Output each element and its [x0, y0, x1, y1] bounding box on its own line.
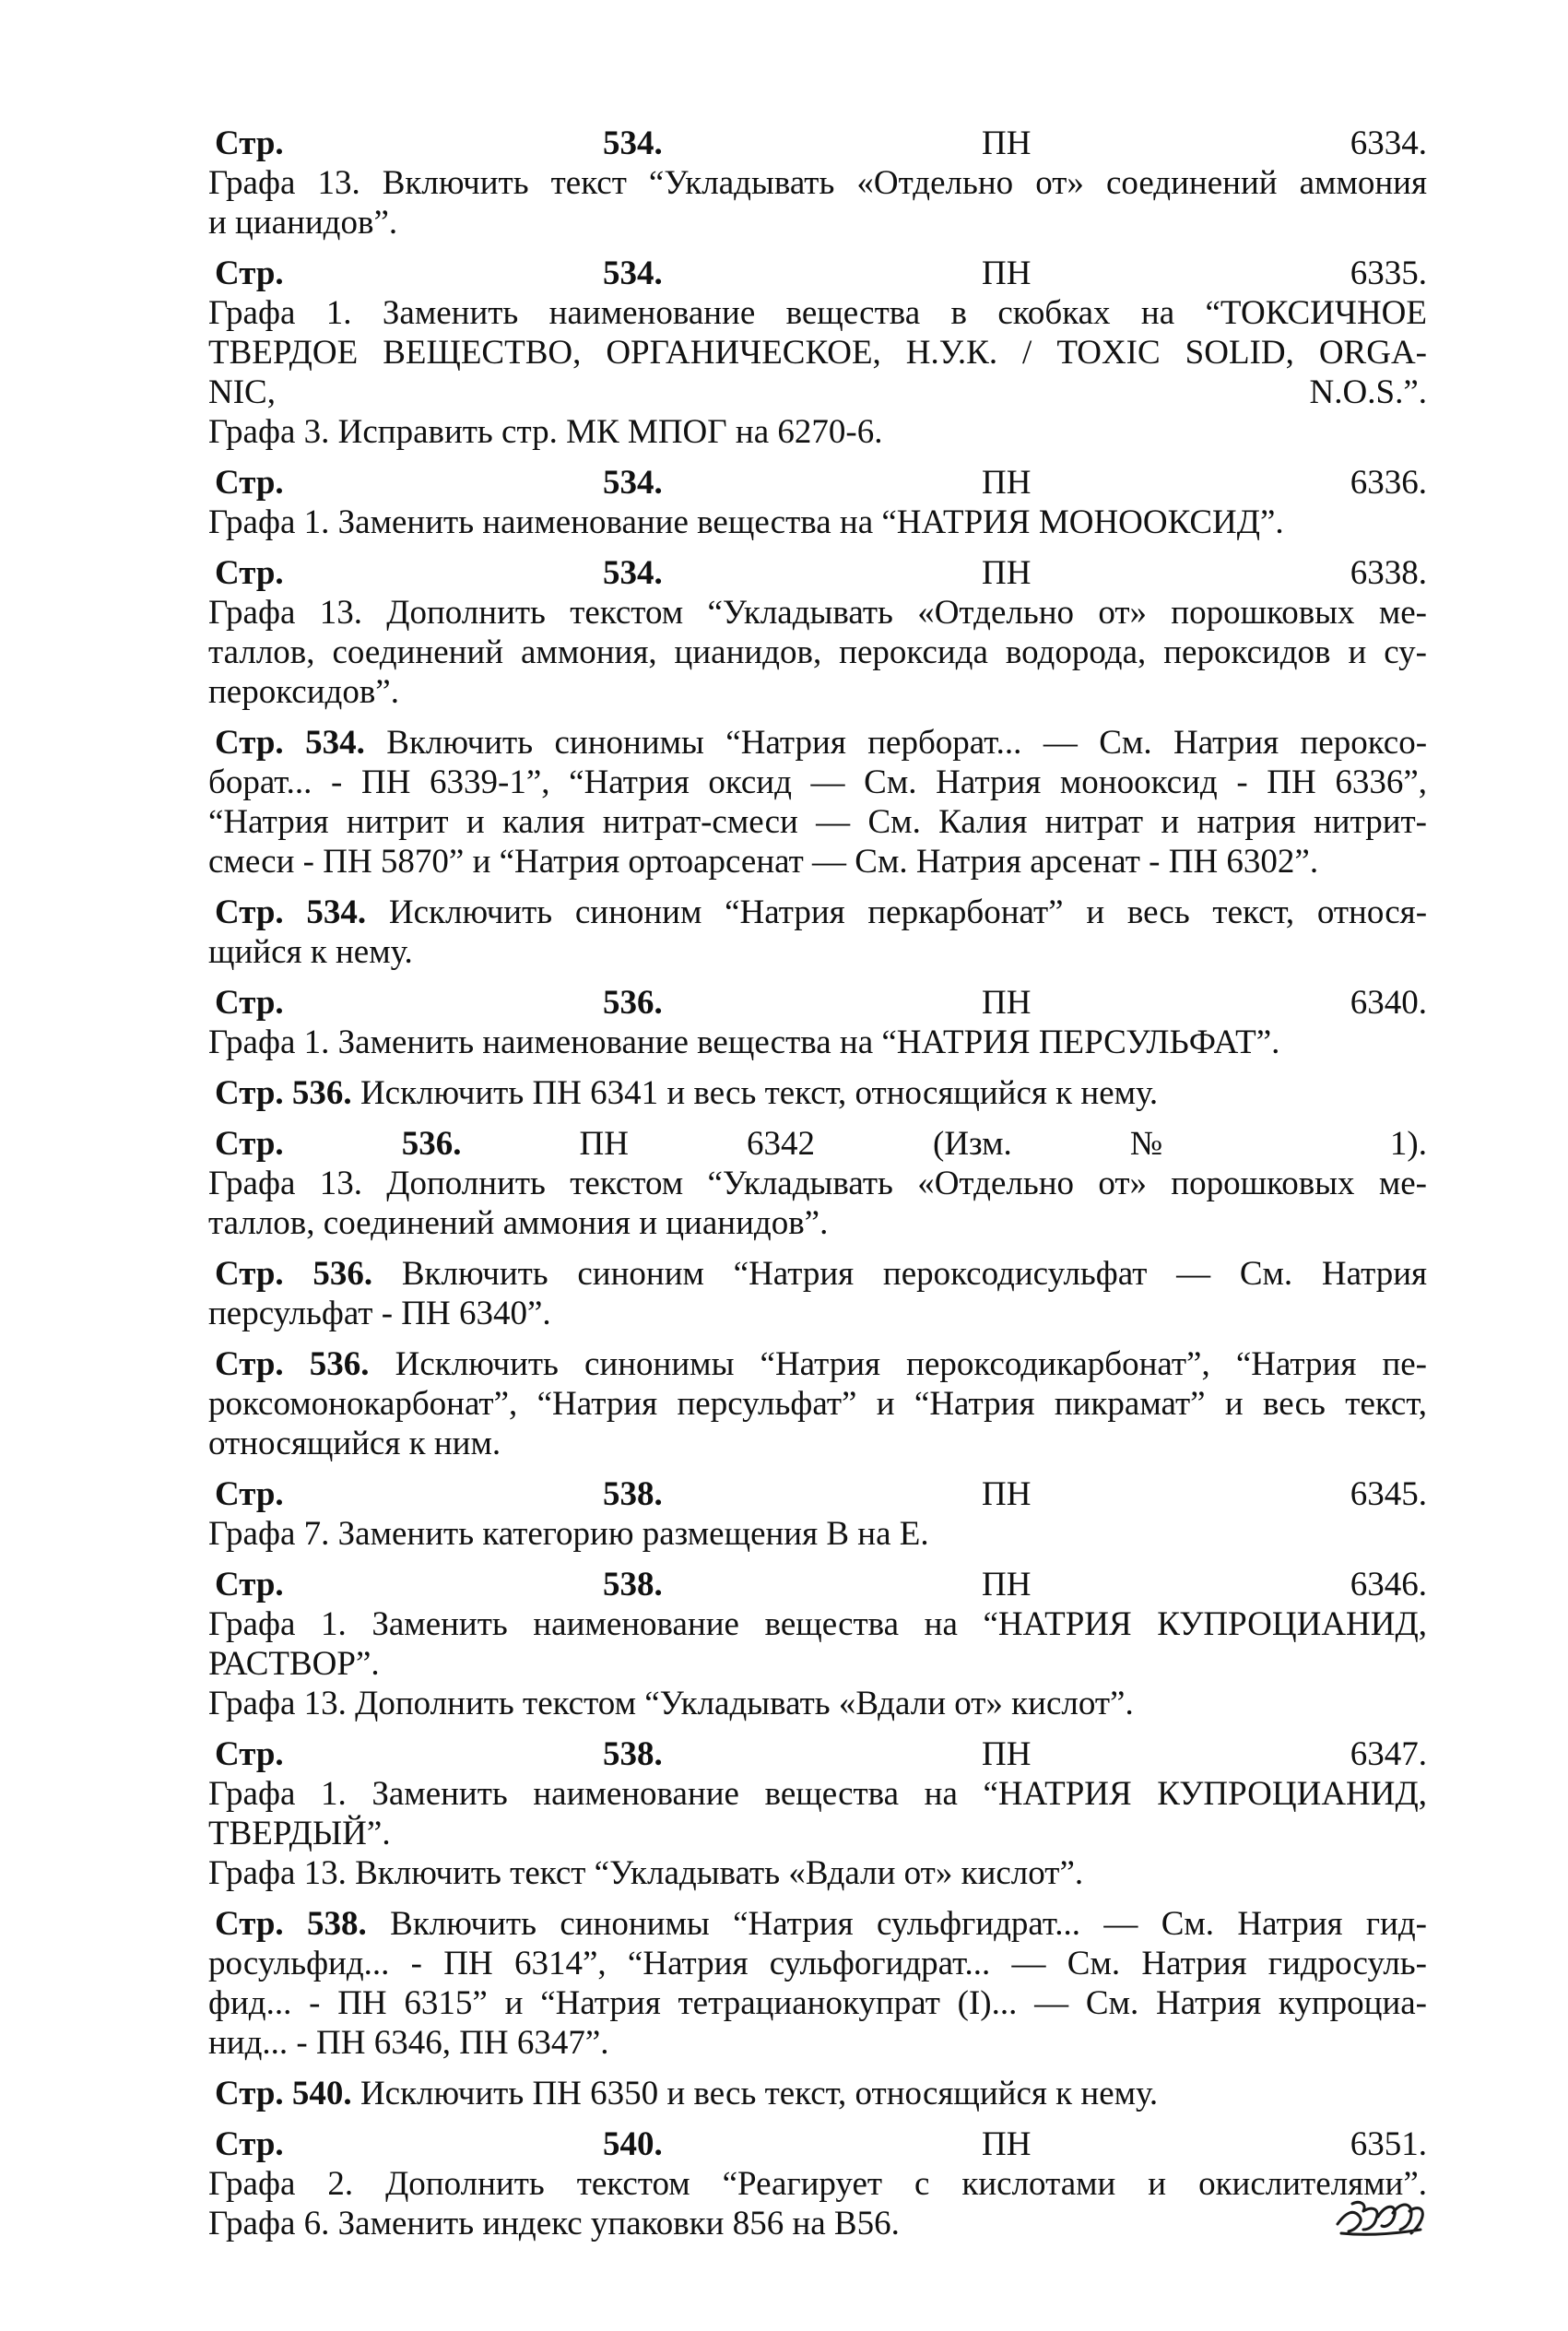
amendment-text: роксомонокарбонат”, “Натрия персульфат” и “Натрия пикрамат” и весь текст, — [208, 1385, 1427, 1423]
amendment-text: Графа 2. Дополнить текстом “Реагирует с кислотами и окислителями”. — [208, 2165, 1427, 2203]
amendment-entry — [208, 124, 1427, 243]
amendment-line — [208, 1424, 1427, 1463]
amendment-entry — [208, 1344, 1427, 1463]
page-reference: Стр. 538. — [215, 1905, 367, 1943]
amendment-first-line — [208, 1904, 1427, 1944]
amendment-line — [208, 932, 1427, 972]
amendment-first-line — [208, 893, 1427, 932]
amendment-entry — [208, 2124, 1427, 2243]
amendment-line — [208, 333, 1427, 373]
amendment-entry — [208, 1073, 1427, 1113]
amendment-line — [208, 1203, 1427, 1243]
amendment-entry — [208, 723, 1427, 882]
amendment-first-line — [208, 1474, 1427, 1514]
page-reference: Стр. 536. — [215, 1345, 370, 1383]
handwritten-signature — [1332, 2193, 1433, 2241]
amendment-text: росульфид... - ПН 6314”, “Натрия сульфогидрат... — См. Натрия гидросуль- — [208, 1945, 1427, 1982]
amendment-text: смеси - ПН 5870” и “Натрия ортоарсенат — См. Натрия арсенат - ПН 6302”. — [208, 843, 1319, 881]
page-reference: Стр. 536. — [215, 1255, 373, 1293]
amendment-text: ТВЕРДЫЙ”. — [208, 1815, 391, 1852]
amendment-entry — [208, 553, 1427, 712]
amendment-text: борат... - ПН 6339-1”, “Натрия оксид — См. Натрия монооксид - ПН 6336”, — [208, 763, 1427, 801]
page-reference: Стр. 538. — [215, 1566, 663, 1603]
amendment-first-line — [208, 1254, 1427, 1294]
amendment-text: нид... - ПН 6346, ПН 6347”. — [208, 2024, 609, 2062]
amendments-list — [208, 124, 1427, 2254]
page-reference: Стр. 538. — [215, 1735, 663, 1773]
amendment-first-line — [208, 553, 1427, 593]
amendment-text: ПН 6346. — [982, 1566, 1428, 1603]
amendment-line — [208, 633, 1427, 672]
amendment-text: Графа 7. Заменить категорию размещения В на Е. — [208, 1515, 929, 1553]
amendment-text: Графа 13. Дополнить текстом “Укладывать «Отдельно от» порошковых ме- — [208, 594, 1427, 632]
amendment-first-line — [208, 1344, 1427, 1384]
amendment-line — [208, 1514, 1427, 1554]
amendment-line — [208, 1164, 1427, 1203]
page-reference: Стр. 536. — [215, 984, 663, 1022]
amendment-text: относящийся к ним. — [208, 1425, 501, 1462]
amendment-entry — [208, 1734, 1427, 1893]
amendment-first-line — [208, 254, 1427, 293]
amendment-text: ПН 6347. — [982, 1735, 1428, 1773]
amendment-text: Исключить ПН 6350 и весь текст, относящийся к нему. — [360, 2075, 1159, 2112]
amendment-first-line — [208, 1565, 1427, 1604]
amendment-text: Графа 13. Включить текст “Укладывать «Вдали от» кислот”. — [208, 1854, 1084, 1892]
amendment-text: Графа 13. Включить текст “Укладывать «Отдельно от» соединений аммония — [208, 164, 1427, 202]
amendment-first-line — [208, 1073, 1427, 1113]
amendment-line — [208, 2164, 1427, 2204]
amendment-line — [208, 503, 1427, 542]
amendment-line — [208, 1944, 1427, 1983]
amendment-first-line — [208, 124, 1427, 163]
page-reference: Стр. 540. — [215, 2075, 352, 2112]
amendment-entry — [208, 893, 1427, 972]
amendment-text: “Натрия нитрит и калия нитрат-смеси — См. Калия нитрат и натрия нитрит- — [208, 803, 1427, 841]
amendment-first-line — [208, 2074, 1427, 2113]
amendment-text: Графа 13. Дополнить текстом “Укладывать «Вдали от» кислот”. — [208, 1685, 1134, 1722]
amendment-first-line — [208, 463, 1427, 503]
amendment-text: NIC, N.O.S.”. — [208, 373, 1427, 411]
amendment-line — [208, 1023, 1427, 1062]
amendment-line — [208, 1384, 1427, 1424]
amendment-line — [208, 2023, 1427, 2063]
amendment-text: таллов, соединений аммония, цианидов, пероксида водорода, пероксидов и су- — [208, 633, 1427, 671]
amendment-text: Графа 1. Заменить наименование вещества на “НАТРИЯ ПЕРСУЛЬФАТ”. — [208, 1024, 1280, 1061]
page-reference: Стр. 536. — [215, 1074, 352, 1112]
amendment-line — [208, 1814, 1427, 1853]
amendment-line — [208, 1294, 1427, 1333]
amendment-line — [208, 1684, 1427, 1723]
amendment-text: Включить синоним “Натрия пероксодисульфат — См. Натрия — [401, 1255, 1428, 1293]
amendment-line — [208, 593, 1427, 633]
amendment-first-line — [208, 723, 1427, 763]
amendment-text: пероксидов”. — [208, 673, 399, 711]
page-reference: Стр. 538. — [215, 1475, 663, 1513]
amendment-text: ПН 6351. — [982, 2125, 1428, 2163]
amendment-entry — [208, 463, 1427, 542]
amendment-first-line — [208, 1734, 1427, 1774]
page-reference: Стр. 534. — [215, 724, 365, 762]
amendment-entry — [208, 1474, 1427, 1554]
amendment-line — [208, 1644, 1427, 1684]
page-reference: Стр. 536. — [215, 1125, 462, 1163]
amendment-line — [208, 293, 1427, 333]
amendment-line — [208, 1983, 1427, 2023]
amendment-text: Исключить синонимы “Натрия пероксодикарбонат”, “Натрия пе- — [395, 1345, 1428, 1383]
amendment-text: Включить синонимы “Натрия перборат... — См. Натрия пероксо- — [386, 724, 1428, 762]
amendment-text: ПН 6345. — [982, 1475, 1428, 1513]
amendment-text: Графа 1. Заменить наименование вещества в скобках на “ТОКСИЧНОЕ — [208, 294, 1427, 332]
amendment-text: ПН 6340. — [982, 984, 1428, 1022]
page-reference: Стр. 540. — [215, 2125, 663, 2163]
amendment-text: Исключить ПН 6341 и весь текст, относящийся к нему. — [360, 1074, 1159, 1112]
amendment-line — [208, 842, 1427, 882]
amendment-line — [208, 672, 1427, 712]
amendment-text: Графа 1. Заменить наименование вещества на “НАТРИЯ КУПРОЦИАНИД, — [208, 1775, 1427, 1813]
amendment-entry — [208, 1904, 1427, 2063]
amendment-text: щийся к нему. — [208, 933, 413, 971]
amendment-text: Исключить синоним “Натрия перкарбонат” и весь текст, относя- — [388, 893, 1428, 931]
amendment-line — [208, 802, 1427, 842]
amendment-text: ПН 6335. — [982, 254, 1428, 292]
page-reference: Стр. 534. — [215, 124, 663, 162]
amendment-line — [208, 1774, 1427, 1814]
amendment-text: таллов, соединений аммония и цианидов”. — [208, 1204, 829, 1242]
amendment-text: ПН 6336. — [982, 464, 1428, 502]
page-reference: Стр. 534. — [215, 554, 663, 592]
amendment-text: и цианидов”. — [208, 204, 398, 242]
amendment-entry — [208, 1565, 1427, 1723]
amendment-line — [208, 1604, 1427, 1644]
amendment-line — [208, 1853, 1427, 1893]
amendment-entry — [208, 983, 1427, 1062]
page-reference: Стр. 534. — [215, 254, 663, 292]
amendment-entry — [208, 1124, 1427, 1243]
amendment-line — [208, 2204, 1427, 2243]
amendment-first-line — [208, 983, 1427, 1023]
amendment-text: Графа 1. Заменить наименование вещества на “НАТРИЯ КУПРОЦИАНИД, — [208, 1605, 1427, 1643]
amendment-text: Графа 3. Исправить стр. МК МПОГ на 6270-6. — [208, 413, 883, 451]
amendment-line — [208, 412, 1427, 452]
amendment-text: ТВЕРДОЕ ВЕЩЕСТВО, ОРГАНИЧЕСКОЕ, Н.У.К. / TOXIC SOLID, ORGA- — [208, 334, 1427, 372]
amendment-text: ПН 6338. — [982, 554, 1428, 592]
amendment-text: персульфат - ПН 6340”. — [208, 1295, 551, 1332]
amendment-text: РАСТВОР”. — [208, 1645, 380, 1683]
amendment-text: ПН 6334. — [982, 124, 1428, 162]
amendment-line — [208, 763, 1427, 802]
amendment-text: Включить синонимы “Натрия сульфгидрат... — См. Натрия гид- — [390, 1905, 1428, 1943]
amendment-text: Графа 13. Дополнить текстом “Укладывать «Отдельно от» порошковых ме- — [208, 1165, 1427, 1202]
amendment-entry — [208, 1254, 1427, 1333]
amendment-text: фид... - ПН 6315” и “Натрия тетрацианокупрат (I)... — См. Натрия купроциа- — [208, 1984, 1427, 2022]
amendment-line — [208, 373, 1427, 412]
amendment-text: ПН 6342 (Изм. № 1). — [579, 1125, 1427, 1163]
amendment-text: Графа 6. Заменить индекс упаковки 856 на В56. — [208, 2205, 900, 2242]
amendment-text: Графа 1. Заменить наименование вещества на “НАТРИЯ МОНООКСИД”. — [208, 503, 1284, 541]
amendment-line — [208, 163, 1427, 203]
page-reference: Стр. 534. — [215, 464, 663, 502]
amendment-entry — [208, 2074, 1427, 2113]
amendment-line — [208, 203, 1427, 243]
amendment-first-line — [208, 1124, 1427, 1164]
amendment-first-line — [208, 2124, 1427, 2164]
page-reference: Стр. 534. — [215, 893, 367, 931]
amendment-entry — [208, 254, 1427, 452]
